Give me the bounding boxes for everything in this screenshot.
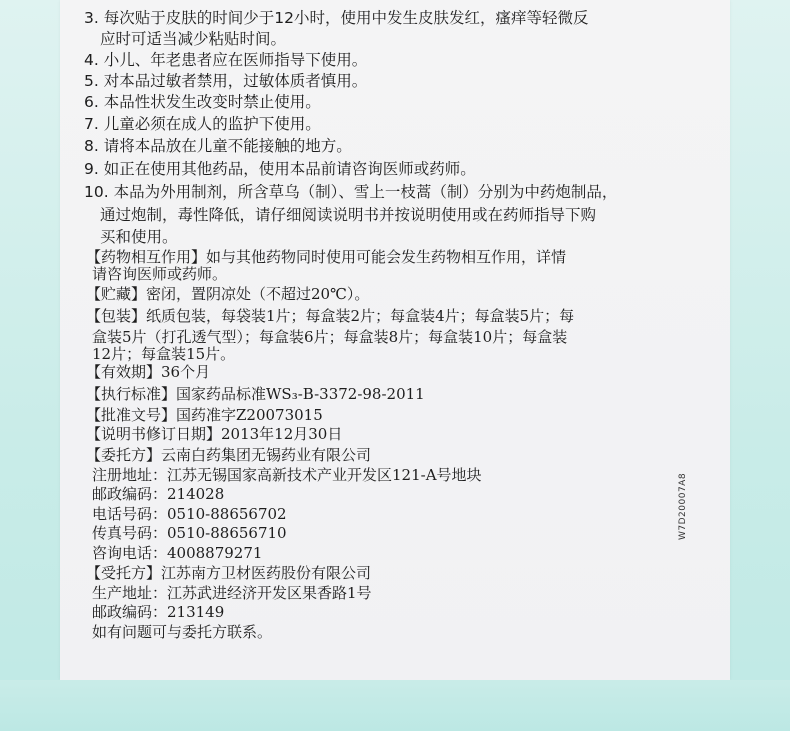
- info-line: 【受托方】江苏南方卫材医药股份有限公司: [86, 564, 372, 582]
- info-line: 【有效期】36个月: [86, 363, 211, 381]
- info-line: 邮政编码：214028: [92, 485, 225, 503]
- info-line: 【说明书修订日期】2013年12月30日: [86, 425, 343, 443]
- info-line: 咨询电话：4008879271: [92, 544, 263, 562]
- precaution-line: 5. 对本品过敏者禁用，过敏体质者慎用。: [84, 72, 368, 90]
- info-line: 【药物相互作用】如与其他药物同时使用可能会发生药物相互作用，详情: [86, 248, 567, 266]
- precaution-line: 买和使用。: [100, 228, 178, 246]
- info-line: 【贮藏】密闭，置阴凉处（不超过20℃）。: [86, 285, 370, 303]
- precaution-line: 9. 如正在使用其他药品，使用本品前请咨询医师或药师。: [84, 160, 476, 178]
- precaution-line: 3. 每次贴于皮肤的时间少于12小时，使用中发生皮肤发红，瘙痒等轻微反: [84, 9, 589, 27]
- info-line: 12片；每盒装15片。: [92, 345, 236, 363]
- precaution-line: 通过炮制，毒性降低，请仔细阅读说明书并按说明使用或在药师指导下购: [100, 206, 597, 224]
- side-code: W7D20007A8: [678, 472, 688, 540]
- precaution-line: 6. 本品性状发生改变时禁止使用。: [84, 93, 321, 111]
- info-line: 【包装】纸质包装，每袋装1片；每盒装2片；每盒装4片；每盒装5片；每: [86, 307, 575, 325]
- precaution-line: 7. 儿童必须在成人的监护下使用。: [84, 115, 321, 133]
- info-line: 【委托方】云南白药集团无锡药业有限公司: [86, 446, 372, 464]
- leaflet-sheet: [60, 0, 730, 680]
- bottom-background: [0, 680, 790, 731]
- precaution-line: 应时可适当减少粘贴时间。: [100, 30, 287, 48]
- info-line: 注册地址：江苏无锡国家高新技术产业开发区121-A号地块: [92, 466, 482, 484]
- info-line: 盒装5片（打孔透气型）；每盒装6片；每盒装8片；每盒装10片；每盒装: [92, 328, 568, 346]
- info-line: 邮政编码：213149: [92, 603, 225, 621]
- precaution-line: 10. 本品为外用制剂，所含草乌（制）、雪上一枝蒿（制）分别为中药炮制品，: [84, 183, 618, 201]
- info-line: 请咨询医师或药师。: [92, 265, 228, 283]
- info-line: 传真号码：0510-88656710: [92, 524, 287, 542]
- precaution-line: 8. 请将本品放在儿童不能接触的地方。: [84, 137, 352, 155]
- info-line: 【执行标准】国家药品标准WS₃-B-3372-98-2011: [86, 385, 425, 403]
- info-line: 如有问题可与委托方联系。: [92, 623, 273, 641]
- precaution-line: 4. 小儿、年老患者应在医师指导下使用。: [84, 51, 368, 69]
- info-line: 电话号码：0510-88656702: [92, 505, 287, 523]
- info-line: 生产地址：江苏武进经济开发区果香路1号: [92, 584, 372, 602]
- info-line: 【批准文号】国药准字Z20073015: [86, 406, 323, 424]
